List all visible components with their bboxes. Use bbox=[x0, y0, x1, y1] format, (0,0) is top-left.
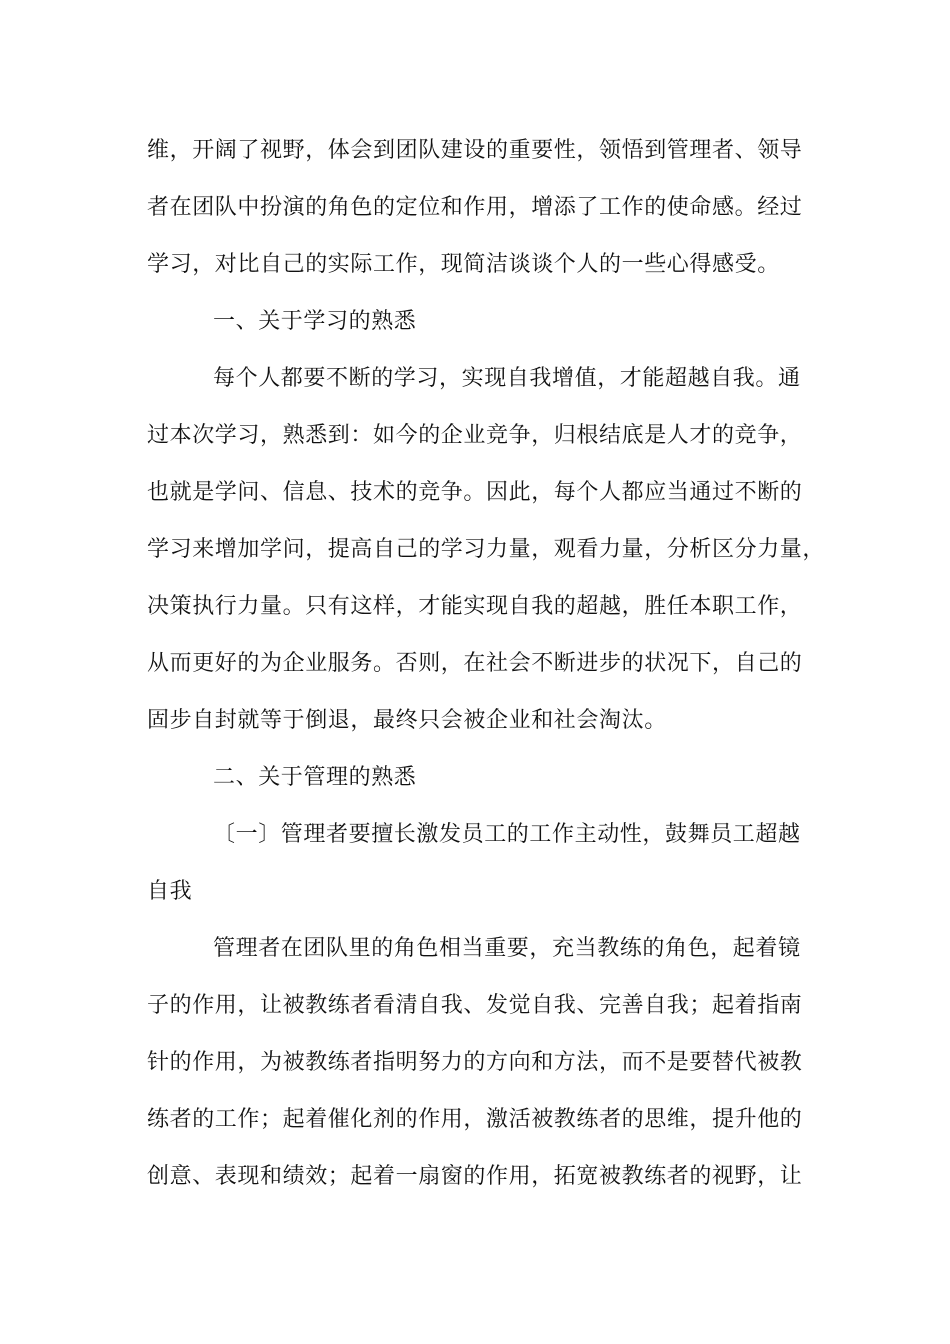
paragraph-line: 学习来增加学问，提高自己的学习力量，观看力量，分析区分力量， bbox=[147, 537, 826, 562]
paragraph-line: 决策执行力量。只有这样，才能实现自我的超越，胜任本职工作， bbox=[147, 594, 803, 619]
paragraph-line: 维，开阔了视野，体会到团队建设的重要性，领悟到管理者、领导 bbox=[147, 138, 803, 163]
paragraph-line: 者在团队中扮演的角色的定位和作用，增添了工作的使命感。经过 bbox=[147, 195, 803, 220]
paragraph-line: 管理者在团队里的角色相当重要，充当教练的角色，起着镜 bbox=[213, 936, 801, 961]
section-heading: 二、关于管理的熟悉 bbox=[213, 765, 417, 790]
paragraph-line: 固步自封就等于倒退，最终只会被企业和社会淘汰。 bbox=[147, 708, 667, 733]
subsection-heading-continued: 自我 bbox=[147, 879, 193, 904]
paragraph-line: 过本次学习，熟悉到：如今的企业竞争，归根结底是人才的竞争， bbox=[147, 423, 803, 448]
paragraph-line: 练者的工作；起着催化剂的作用，激活被教练者的思维，提升他的 bbox=[147, 1107, 803, 1132]
paragraph-line: 子的作用，让被教练者看清自我、发觉自我、完善自我；起着指南 bbox=[147, 993, 803, 1018]
paragraph-line: 每个人都要不断的学习，实现自我增值，才能超越自我。通 bbox=[213, 366, 801, 391]
paragraph-line: 从而更好的为企业服务。否则，在社会不断进步的状况下，自己的 bbox=[147, 651, 803, 676]
paragraph-line: 学习，对比自己的实际工作，现简洁谈谈个人的一些心得感受。 bbox=[147, 252, 780, 277]
paragraph-line: 创意、表现和绩效；起着一扇窗的作用，拓宽被教练者的视野，让 bbox=[147, 1164, 803, 1189]
paragraph-line: 针的作用，为被教练者指明努力的方向和方法，而不是要替代被教 bbox=[147, 1050, 803, 1075]
section-heading: 一、关于学习的熟悉 bbox=[213, 309, 417, 334]
paragraph-line: 也就是学问、信息、技术的竞争。因此，每个人都应当通过不断的 bbox=[147, 480, 803, 505]
subsection-heading: 〔一〕管理者要擅长激发员工的工作主动性，鼓舞员工超越 bbox=[213, 822, 801, 847]
